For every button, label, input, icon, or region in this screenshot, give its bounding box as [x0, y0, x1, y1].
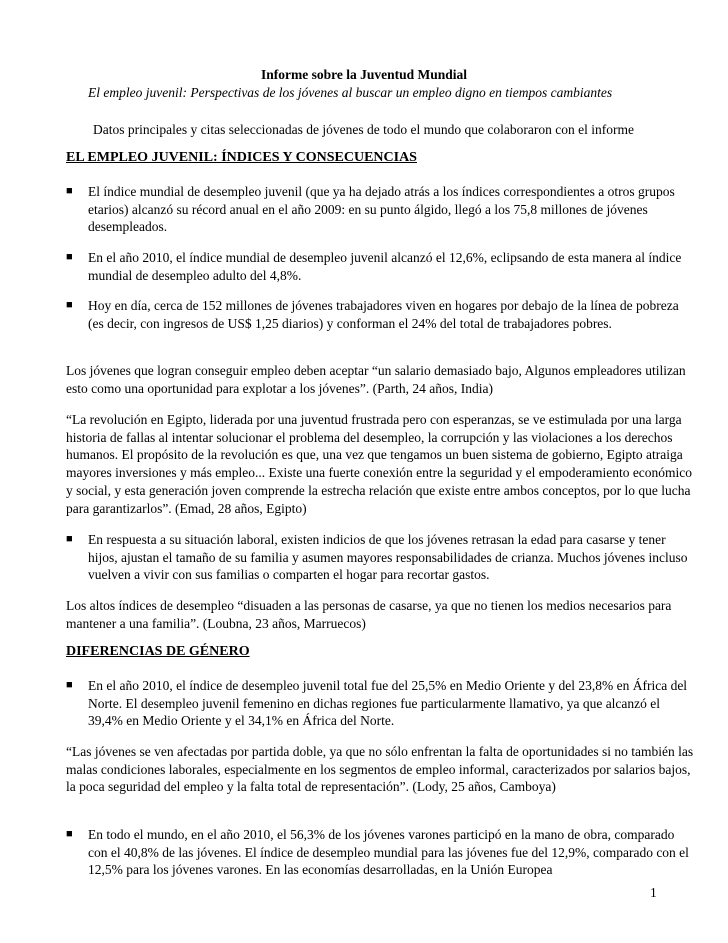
section-heading: DIFERENCIAS DE GÉNERO: [66, 644, 250, 659]
bullet-text: En todo el mundo, en el año 2010, el 56,3% de los jóvenes varones participó en la mano de obra, comparado con el 40,8% de las jóvenes. El índice de desempleo mundial para las jóvenes fue del 12,9%, comparado con el 12,5% para los jóvenes varones. En las economías desarrolladas, en la Unión Europea: [88, 827, 689, 878]
square-bullet-icon: ■: [66, 533, 73, 545]
quote-paragraph: “Las jóvenes se ven afectadas por partida doble, ya que no sólo enfrentan la falta de oportunidades si no también las malas condiciones laborales, especialmente en los segmentos de empleo informal, caracterizados por salarios bajos, la poca seguridad del empleo y la falta total de representación”. (Lody, 25 años, Camboya): [66, 744, 694, 795]
square-bullet-icon: ■: [66, 679, 73, 691]
bullet-item: [66, 183, 696, 236]
bullet-text: El índice mundial de desempleo juvenil (que ya ha dejado atrás a los índices correspondientes a otros grupos etarios) alcanzó su récord anual en el año 2009: en su punto álgido, llegó a los 75,8 millones de jóvenes desempleados.: [88, 184, 675, 235]
bullet-text: En el año 2010, el índice mundial de desempleo juvenil alcanzó el 12,6%, eclipsando de esta manera al índice mundial de desempleo adulto del 4,8%.: [88, 250, 682, 283]
bullet-item: [66, 826, 696, 879]
bullet-text: Hoy en día, cerca de 152 millones de jóvenes trabajadores viven en hogares por debajo de la línea de pobreza (es decir, con ingresos de US$ 1,25 diarios) y conforman el 24% del total de trabajadores pobres.: [88, 298, 679, 331]
section-heading: EL EMPLEO JUVENIL: ÍNDICES Y CONSECUENCIAS: [66, 150, 417, 165]
square-bullet-icon: ■: [66, 299, 73, 311]
document-intro: Datos principales y citas seleccionadas de jóvenes de todo el mundo que colaboraron con el informe: [93, 122, 634, 137]
document-subtitle: El empleo juvenil: Perspectivas de los jóvenes al buscar un empleo digno en tiempos cambiantes: [88, 85, 613, 100]
bullet-text: En respuesta a su situación laboral, existen indicios de que los jóvenes retrasan la edad para casarse y tener hijos, ajustan el tamaño de su familia y asumen mayores responsabilidades de crianza. Muchos jóvenes incluso vuelven a vivir con sus familias o comparten el hogar para recortar gastos.: [88, 532, 688, 583]
bullet-text: En el año 2010, el índice de desempleo juvenil total fue del 25,5% en Medio Oriente y del 23,8% en África del Norte. El desempleo juvenil femenino en dichas regiones fue particularmente llamativo, ya que alcanzó el 39,4% en Medio Oriente y el 34,1% en África del Norte.: [88, 678, 688, 729]
document-title: Informe sobre la Juventud Mundial: [260, 67, 468, 82]
bullet-item: [66, 249, 696, 284]
bullet-item: [66, 531, 696, 584]
square-bullet-icon: ■: [66, 251, 73, 263]
bullet-item: [66, 297, 696, 332]
quote-paragraph: Los altos índices de desempleo “disuaden a las personas de casarse, ya que no tienen los medios necesarios para mantener a una familia”. (Loubna, 23 años, Marruecos): [66, 598, 672, 631]
quote-paragraph: “La revolución en Egipto, liderada por una juventud frustrada pero con esperanzas, se ve estimulada por una larga historia de fallas al intentar solucionar el problema del desempleo, la corrupción y las violaciones a los derechos humanos. El propósito de la revolución es que, una vez que tengamos un buen sistema de gobierno, Egipto atraiga mayores inversiones y más empleo... Existe una fuerte conexión entre la seguridad y el empoderamiento económico y social, y esta generación joven comprende la estrecha relación que existe entre ambos conceptos, por lo que lucha para garantizarlos”. (Emad, 28 años, Egipto): [66, 412, 693, 516]
quote-paragraph: Los jóvenes que logran conseguir empleo deben aceptar “un salario demasiado bajo, Algunos empleadores utilizan esto como una oportunidad para explotar a los jóvenes”. (Parth, 24 años, India): [66, 363, 686, 396]
bullet-item: [66, 677, 696, 730]
square-bullet-icon: ■: [66, 828, 73, 840]
square-bullet-icon: ■: [66, 185, 73, 197]
page-number: 1: [650, 885, 657, 900]
